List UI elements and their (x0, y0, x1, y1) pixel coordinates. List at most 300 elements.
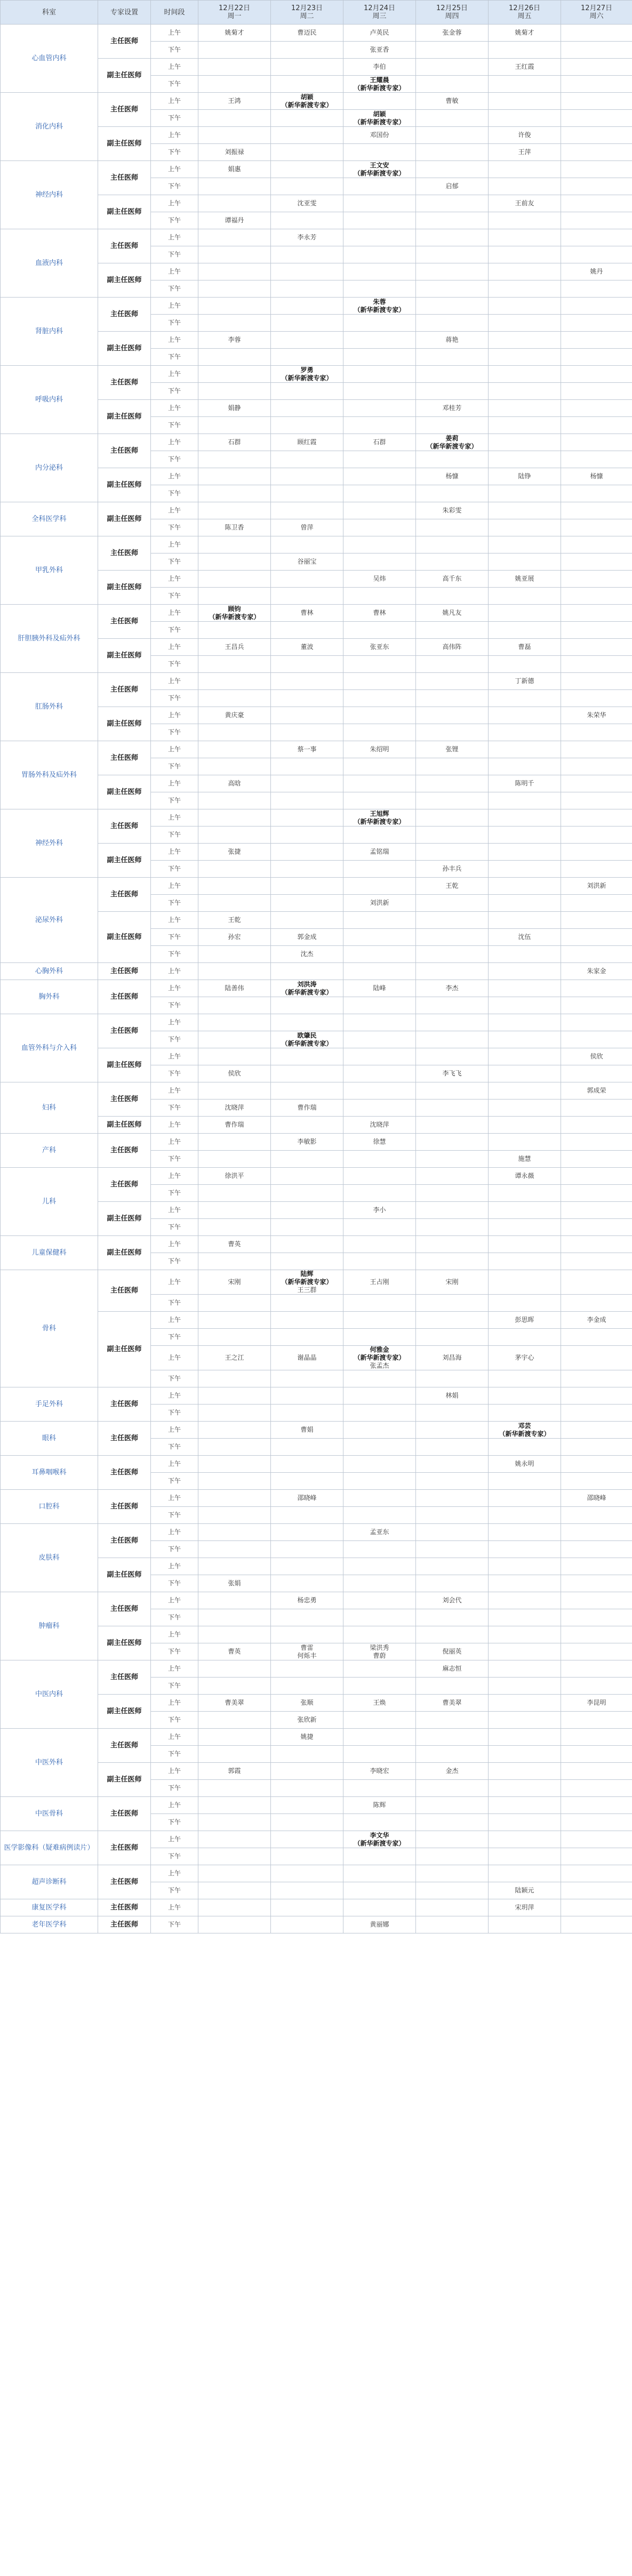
doctor-name[interactable]: 李晓宏 (370, 1767, 389, 1775)
schedule-cell (271, 502, 343, 519)
doctor-name[interactable]: 张娟 (228, 1579, 241, 1587)
doctor-name[interactable]: 何烁丰 (297, 1651, 317, 1659)
doctor-name[interactable]: 曹娟 (300, 1426, 314, 1433)
department-name[interactable]: 中医内科 (1, 1660, 98, 1729)
time-slot: 下午 (151, 1643, 198, 1660)
doctor-name[interactable]: 张亚东 (370, 643, 389, 651)
department-name[interactable]: 神经外科 (1, 809, 98, 878)
department-name[interactable]: 儿童保健科 (1, 1236, 98, 1270)
schedule-cell (561, 1065, 632, 1082)
doctor-name[interactable]: 胡颖 (373, 110, 386, 118)
schedule-cell (416, 673, 489, 690)
department-name[interactable]: 甲乳外科 (1, 536, 98, 605)
doctor-name[interactable]: 陆颖元 (515, 1887, 534, 1894)
doctor-name[interactable]: 王占刚 (370, 1278, 389, 1286)
doctor-name[interactable]: 曹作瑞 (225, 1121, 244, 1128)
schedule-cell (489, 690, 561, 707)
schedule-cell (271, 1031, 343, 1048)
schedule-cell (561, 93, 632, 110)
doctor-name[interactable]: 孟铭瑞 (370, 848, 389, 855)
schedule-cell (416, 1370, 489, 1387)
doctor-name[interactable]: 顾红霞 (297, 438, 317, 446)
doctor-name[interactable]: 李杰 (445, 984, 459, 992)
schedule-cell (561, 1422, 632, 1439)
time-slot: 下午 (151, 212, 198, 229)
schedule-cell (343, 1882, 416, 1899)
schedule-cell (271, 1780, 343, 1797)
doctor-name[interactable]: 王三群 (297, 1286, 317, 1294)
schedule-cell (489, 1678, 561, 1695)
doctor-name[interactable]: 姚菊才 (515, 29, 534, 36)
doctor-name[interactable]: 谢晶晶 (297, 1354, 317, 1361)
doctor-name[interactable]: 王焕 (373, 1699, 386, 1706)
schedule-cell (271, 110, 343, 127)
doctor-name[interactable]: 王乾 (445, 882, 459, 889)
doctor-name[interactable]: 曹林 (373, 609, 386, 616)
schedule-cell (561, 1848, 632, 1865)
doctor-name[interactable]: 石群 (373, 438, 386, 446)
doctor-name[interactable]: 高伟阵 (442, 643, 462, 651)
schedule-cell (416, 622, 489, 639)
doctor-name[interactable]: 姚永明 (515, 1460, 534, 1467)
doctor-name[interactable]: 李敏影 (297, 1138, 317, 1145)
schedule-cell (343, 1329, 416, 1346)
department-name[interactable]: 医学影像科（疑难病例读片） (1, 1831, 98, 1865)
doctor-name[interactable]: 王耀晨 (370, 76, 389, 84)
schedule-cell (198, 1295, 271, 1312)
doctor-name[interactable]: 张亚香 (370, 46, 389, 53)
doctor-name[interactable]: 刘洪新 (587, 882, 606, 889)
schedule-cell (489, 622, 561, 639)
doctor-name[interactable]: 刘昌海 (442, 1354, 462, 1361)
schedule-cell (561, 1865, 632, 1882)
header-date: 12月25日 (436, 4, 468, 12)
doctor-name[interactable]: 刘振禄 (225, 148, 244, 156)
doctor-name[interactable]: 侯欣 (228, 1070, 241, 1077)
department-name[interactable]: 中医外科 (1, 1729, 98, 1797)
schedule-cell (489, 1253, 561, 1270)
schedule-cell (343, 280, 416, 298)
doctor-name[interactable]: 王鸿 (228, 97, 241, 105)
doctor-name[interactable]: 孟亚东 (370, 1528, 389, 1536)
doctor-name[interactable]: 侯欣 (590, 1053, 603, 1060)
doctor-name[interactable]: 曹迈民 (297, 29, 317, 36)
department-name[interactable]: 内分泌科 (1, 434, 98, 502)
doctor-name[interactable]: 欧肇民 (297, 1031, 317, 1039)
doctor-name[interactable]: 彭思晖 (515, 1316, 534, 1323)
doctor-name[interactable]: 胡颖 (300, 93, 314, 101)
schedule-row (1, 1456, 632, 1473)
doctor-name[interactable]: 姚亚展 (515, 575, 534, 582)
doctor-name[interactable]: 曾萍 (300, 524, 314, 531)
schedule-cell (343, 42, 416, 59)
doctor-name[interactable]: 姚凡友 (442, 609, 462, 616)
doctor-name[interactable]: 李文华 (370, 1831, 389, 1839)
schedule-cell (561, 1660, 632, 1678)
doctor-name[interactable]: 高晗 (228, 780, 241, 787)
schedule-cell (343, 775, 416, 792)
schedule-cell (489, 861, 561, 878)
schedule-cell (561, 1185, 632, 1202)
schedule-cell (561, 280, 632, 298)
schedule-cell (198, 1312, 271, 1329)
doctor-name[interactable]: 王萍 (518, 148, 531, 156)
department-name[interactable]: 消化内科 (1, 93, 98, 161)
department-name[interactable]: 心血管内科 (1, 25, 98, 93)
department-name[interactable]: 康复医学科 (1, 1899, 98, 1916)
doctor-name[interactable]: 李小 (373, 1206, 386, 1214)
doctor-name[interactable]: 林娟 (445, 1392, 459, 1399)
doctor-name[interactable]: 曹美翠 (442, 1699, 462, 1706)
schedule-cell (198, 1524, 271, 1541)
schedule-cell (561, 434, 632, 451)
doctor-name[interactable]: 陆辉 (300, 1270, 314, 1278)
doctor-name[interactable]: 曹敏 (445, 97, 459, 105)
doctor-name[interactable]: 陆峰 (373, 984, 386, 992)
schedule-cell (416, 690, 489, 707)
schedule-cell (416, 1329, 489, 1346)
department-name[interactable]: 胃肠外科及疝外科 (1, 741, 98, 809)
department-name[interactable]: 心胸外科 (1, 963, 98, 980)
doctor-name[interactable]: 曹林 (300, 609, 314, 616)
schedule-row (1, 502, 632, 519)
doctor-name[interactable]: 朱荣华 (587, 711, 606, 719)
time-slot: 上午 (151, 1117, 198, 1134)
doctor-name[interactable]: 张孟杰 (370, 1362, 389, 1369)
doctor-name[interactable]: 顾钧 (228, 605, 241, 613)
doctor-name[interactable]: 刘会代 (442, 1596, 462, 1604)
doctor-name[interactable]: 黄丽娜 (370, 1921, 389, 1928)
doctor-name[interactable]: 罗勇 (300, 366, 314, 374)
doctor-name[interactable]: 黄庆豪 (225, 711, 244, 719)
doctor-name[interactable]: 蔡一事 (297, 745, 317, 753)
header-date: 12月24日 (363, 4, 396, 12)
doctor-level: 副主任医师 (98, 1048, 151, 1082)
doctor-name[interactable]: 沈杰 (300, 950, 314, 958)
schedule-cell (489, 195, 561, 212)
schedule-cell (343, 1168, 416, 1185)
doctor-name[interactable]: 曹雷 (300, 1643, 314, 1651)
schedule-cell (343, 366, 416, 383)
schedule-cell (489, 1295, 561, 1312)
doctor-name[interactable]: 邓桂芳 (442, 404, 462, 412)
schedule-cell (489, 1746, 561, 1763)
schedule-cell (343, 1117, 416, 1134)
schedule-cell (271, 212, 343, 229)
doctor-name[interactable]: 陈卫香 (225, 524, 244, 531)
doctor-name[interactable]: 李永芳 (297, 234, 317, 241)
doctor-name[interactable]: 张捷 (228, 848, 241, 855)
doctor-name[interactable]: 石群 (228, 438, 241, 446)
schedule-cell (561, 588, 632, 605)
doctor-name[interactable]: 宋玥萍 (515, 1904, 534, 1911)
schedule-cell (561, 1558, 632, 1575)
department-name[interactable]: 骨科 (1, 1270, 98, 1387)
schedule-cell (343, 1490, 416, 1507)
schedule-cell (343, 1695, 416, 1712)
schedule-cell (489, 76, 561, 93)
doctor-name[interactable]: 徐洪平 (225, 1172, 244, 1179)
doctor-name[interactable]: 谭永薇 (515, 1172, 534, 1179)
time-slot: 上午 (151, 741, 198, 758)
department-name[interactable]: 儿科 (1, 1168, 98, 1236)
doctor-name[interactable]: 何雅金 (370, 1346, 389, 1353)
schedule-cell (343, 1541, 416, 1558)
schedule-row (1, 1168, 632, 1185)
doctor-name[interactable]: 邓芸 (518, 1422, 531, 1430)
doctor-name[interactable]: 谷丽宝 (297, 558, 317, 565)
doctor-name[interactable]: 徐慧 (373, 1138, 386, 1145)
schedule-cell (343, 212, 416, 229)
department-name[interactable]: 泌尿外科 (1, 878, 98, 963)
schedule-cell (198, 1831, 271, 1848)
department-name[interactable]: 妇科 (1, 1082, 98, 1134)
doctor-name[interactable]: 高千东 (442, 575, 462, 582)
department-name[interactable]: 老年医学科 (1, 1916, 98, 1933)
doctor-name[interactable]: 宋刚 (228, 1278, 241, 1286)
doctor-name[interactable]: 王文安 (370, 161, 389, 169)
schedule-cell (271, 1422, 343, 1439)
schedule-cell (343, 1100, 416, 1117)
doctor-name[interactable]: 王红霞 (515, 63, 534, 70)
doctor-name[interactable]: 邵晓峰 (587, 1494, 606, 1502)
schedule-cell (561, 809, 632, 826)
time-slot: 下午 (151, 1405, 198, 1422)
doctor-name[interactable]: 李蓉 (228, 336, 241, 343)
time-slot: 下午 (151, 1219, 198, 1236)
schedule-cell (343, 59, 416, 76)
doctor-name[interactable]: 王之江 (225, 1354, 244, 1361)
department-name[interactable]: 血管外科与介入科 (1, 1014, 98, 1082)
department-name[interactable]: 胸外科 (1, 980, 98, 1014)
schedule-cell (198, 1346, 271, 1370)
doctor-name[interactable]: 启郁 (445, 182, 459, 190)
schedule-cell (271, 1270, 343, 1295)
time-slot: 下午 (151, 349, 198, 366)
doctor-name[interactable]: 曹磊 (518, 643, 531, 651)
doctor-name[interactable]: 沈亚雯 (297, 199, 317, 207)
doctor-name[interactable]: 宋刚 (445, 1278, 459, 1286)
doctor-name[interactable]: 沈伍 (518, 933, 531, 941)
expert-tag: （新华新渡专家） (354, 169, 405, 177)
schedule-cell (271, 298, 343, 315)
schedule-cell (489, 553, 561, 571)
doctor-name[interactable]: 杨慷 (590, 472, 603, 480)
department-name[interactable]: 全科医学科 (1, 502, 98, 536)
doctor-name[interactable]: 朱绍明 (370, 745, 389, 753)
schedule-cell (489, 1473, 561, 1490)
doctor-name[interactable]: 郭成荣 (587, 1087, 606, 1094)
department-name[interactable]: 口腔科 (1, 1490, 98, 1524)
department-name[interactable]: 肿瘤科 (1, 1592, 98, 1660)
schedule-cell (561, 536, 632, 553)
time-slot: 上午 (151, 707, 198, 724)
doctor-name[interactable]: 郭金成 (297, 933, 317, 941)
department-name[interactable]: 耳鼻咽喉科 (1, 1456, 98, 1490)
doctor-name[interactable]: 李昆明 (587, 1699, 606, 1706)
doctor-name[interactable]: 丁新德 (515, 677, 534, 685)
doctor-name[interactable]: 邵晓峰 (297, 1494, 317, 1502)
doctor-name[interactable]: 王昌兵 (225, 643, 244, 651)
schedule-cell (561, 1490, 632, 1507)
schedule-cell (271, 639, 343, 656)
doctor-name[interactable]: 杨忠勇 (297, 1596, 317, 1604)
doctor-name[interactable]: 陆铮 (518, 472, 531, 480)
schedule-cell (416, 161, 489, 178)
schedule-row (1, 93, 632, 110)
schedule-row (1, 605, 632, 622)
department-name[interactable]: 呼吸内科 (1, 366, 98, 434)
doctor-name[interactable]: 梁洪秀 (370, 1643, 389, 1651)
schedule-cell (489, 1763, 561, 1780)
schedule-cell (198, 1253, 271, 1270)
doctor-name[interactable]: 朱蓉 (373, 298, 386, 306)
schedule-cell (343, 946, 416, 963)
schedule-cell (561, 1541, 632, 1558)
schedule-cell (271, 178, 343, 195)
schedule-row (1, 1236, 632, 1253)
doctor-name[interactable]: 王旭辉 (370, 809, 389, 817)
schedule-cell (198, 1678, 271, 1695)
doctor-name[interactable]: 孙丰兵 (442, 865, 462, 872)
doctor-name[interactable]: 谭福丹 (225, 216, 244, 224)
doctor-name[interactable]: 邓国份 (370, 131, 389, 139)
doctor-name[interactable]: 孙宏 (228, 933, 241, 941)
schedule-cell (198, 792, 271, 809)
header-date: 12月27日 (580, 4, 613, 12)
schedule-cell (198, 1899, 271, 1916)
doctor-name[interactable]: 陆善伟 (225, 984, 244, 992)
department-name[interactable]: 手足外科 (1, 1387, 98, 1422)
department-name[interactable]: 肝胆胰外科及疝外科 (1, 605, 98, 673)
doctor-level: 主任医师 (98, 366, 151, 400)
schedule-cell (343, 1558, 416, 1575)
schedule-cell (489, 1370, 561, 1387)
doctor-name[interactable]: 姚菊才 (225, 29, 244, 36)
doctor-name[interactable]: 杨慷 (445, 472, 459, 480)
time-slot: 下午 (151, 553, 198, 571)
department-name[interactable]: 产科 (1, 1134, 98, 1168)
doctor-name[interactable]: 蒋艳 (445, 336, 459, 343)
doctor-name[interactable]: 张欣新 (297, 1716, 317, 1723)
department-name[interactable]: 眼科 (1, 1422, 98, 1456)
time-slot: 下午 (151, 246, 198, 263)
doctor-name[interactable]: 李飞飞 (442, 1070, 462, 1077)
doctor-name[interactable]: 金杰 (445, 1767, 459, 1775)
schedule-cell (489, 417, 561, 434)
doctor-name[interactable]: 郭霞 (228, 1767, 241, 1775)
doctor-name[interactable]: 王乾 (228, 916, 241, 924)
doctor-name[interactable]: 曹英 (228, 1648, 241, 1655)
doctor-name[interactable]: 王前友 (515, 199, 534, 207)
time-slot: 上午 (151, 1899, 198, 1916)
time-slot: 下午 (151, 1151, 198, 1168)
schedule-cell (271, 1524, 343, 1541)
schedule-cell (489, 1882, 561, 1899)
doctor-name[interactable]: 张锂 (445, 745, 459, 753)
schedule-cell (343, 451, 416, 468)
doctor-name[interactable]: 刘洪涛 (297, 980, 317, 988)
schedule-cell (343, 844, 416, 861)
schedule-cell (198, 1695, 271, 1712)
time-slot: 下午 (151, 110, 198, 127)
doctor-name[interactable]: 姚捷 (300, 1733, 314, 1740)
doctor-name[interactable]: 朱彩雯 (442, 507, 462, 514)
department-name[interactable]: 神经内科 (1, 161, 98, 229)
schedule-cell (489, 1695, 561, 1712)
time-slot: 下午 (151, 724, 198, 741)
time-slot: 上午 (151, 809, 198, 826)
expert-tag: （新华新渡专家） (281, 101, 333, 109)
department-name[interactable]: 肾脏内科 (1, 298, 98, 366)
doctor-name[interactable]: 麻志恒 (442, 1665, 462, 1672)
doctor-name[interactable]: 施慧 (518, 1155, 531, 1162)
schedule-cell (198, 1370, 271, 1387)
schedule-cell (416, 1387, 489, 1405)
doctor-name[interactable]: 姚丹 (590, 268, 603, 275)
schedule-cell (271, 553, 343, 571)
doctor-name[interactable]: 曹美翠 (225, 1699, 244, 1706)
doctor-name[interactable]: 娟惠 (228, 165, 241, 173)
schedule-cell (271, 809, 343, 826)
doctor-name[interactable]: 陈辉 (373, 1801, 386, 1809)
doctor-name[interactable]: 李伯 (373, 63, 386, 70)
doctor-name[interactable]: 曹英 (228, 1240, 241, 1248)
doctor-name[interactable]: 刘洪新 (370, 899, 389, 906)
department-name[interactable]: 肛肠外科 (1, 673, 98, 741)
schedule-cell (271, 1592, 343, 1609)
department-name[interactable]: 超声诊断科 (1, 1865, 98, 1899)
doctor-name[interactable]: 董波 (300, 643, 314, 651)
doctor-name[interactable]: 姜莉 (445, 434, 459, 442)
time-slot: 下午 (151, 588, 198, 605)
doctor-name[interactable]: 张金蓉 (442, 29, 462, 36)
doctor-name[interactable]: 卢英民 (370, 29, 389, 36)
schedule-cell (343, 878, 416, 895)
time-slot: 上午 (151, 1312, 198, 1329)
schedule-cell (343, 622, 416, 639)
time-slot: 上午 (151, 1558, 198, 1575)
doctor-name[interactable]: 沈晓萍 (370, 1121, 389, 1128)
schedule-cell (198, 1541, 271, 1558)
schedule-cell (489, 1202, 561, 1219)
doctor-name[interactable]: 曹作瑞 (297, 1104, 317, 1111)
doctor-name[interactable]: 李金成 (587, 1316, 606, 1323)
schedule-cell (561, 42, 632, 59)
schedule-cell (343, 298, 416, 315)
doctor-name[interactable]: 朱家金 (587, 967, 606, 975)
schedule-cell (489, 809, 561, 826)
department-name[interactable]: 血液内科 (1, 229, 98, 298)
doctor-name[interactable]: 倪丽英 (442, 1648, 462, 1655)
schedule-cell (198, 468, 271, 485)
doctor-name[interactable]: 吴炜 (373, 575, 386, 582)
schedule-cell (271, 1312, 343, 1329)
doctor-name[interactable]: 沈晓萍 (225, 1104, 244, 1111)
doctor-name[interactable]: 张顺 (300, 1699, 314, 1706)
doctor-name[interactable]: 曹蔚 (373, 1651, 386, 1659)
doctor-name[interactable]: 许俊 (518, 131, 531, 139)
doctor-level: 主任医师 (98, 980, 151, 1014)
schedule-cell (198, 605, 271, 622)
schedule-cell (271, 980, 343, 997)
doctor-name[interactable]: 娟静 (228, 404, 241, 412)
schedule-cell (416, 502, 489, 519)
department-name[interactable]: 中医骨科 (1, 1797, 98, 1831)
doctor-name[interactable]: 陈明千 (515, 780, 534, 787)
doctor-name[interactable]: 茅宇心 (515, 1354, 534, 1361)
department-name[interactable]: 皮肤科 (1, 1524, 98, 1592)
